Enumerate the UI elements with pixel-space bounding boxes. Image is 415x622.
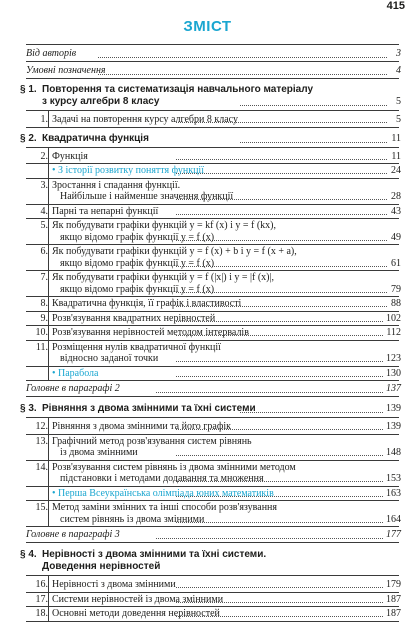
summary-title: Головне в параграфі 3 — [26, 529, 120, 540]
item-title — [52, 368, 375, 380]
item-number: 15. — [35, 502, 48, 513]
divider-top — [26, 44, 399, 45]
item-number: 8. — [40, 298, 48, 309]
toc-item[interactable] — [26, 151, 401, 163]
item-title-line: • Перша Всеукраїнська олімпіада юних математиків — [52, 487, 274, 499]
item-page: 79 — [391, 283, 401, 295]
item-number: 7. — [40, 272, 48, 283]
section-title-line: з курсу алгебри 8 класу — [42, 96, 160, 107]
item-page: 139 — [386, 421, 401, 432]
contents-heading: ЗМІСТ — [183, 18, 232, 35]
item-title — [52, 206, 375, 218]
toc-item[interactable] — [26, 313, 401, 325]
item-title — [52, 342, 375, 365]
toc-feature-item[interactable] — [26, 368, 401, 380]
item-title-line: із двома змінними — [60, 447, 138, 458]
item-title-line: якщо відомо графік функції y = f (x) — [60, 257, 215, 269]
item-page: 5 — [396, 114, 401, 125]
item-page: 179 — [386, 579, 401, 590]
item-title-line: Нерівності з двома змінними — [52, 579, 176, 590]
section-divider — [26, 575, 399, 576]
toc-item[interactable] — [26, 579, 401, 591]
item-title-line: підстановки і методами додавання та множення — [60, 473, 264, 484]
item-title-line: Графічний метод розв'язування систем рівнянь — [52, 435, 252, 447]
item-title-line: Парні та непарні функції — [52, 205, 159, 217]
front-entry-page: 3 — [396, 48, 401, 59]
toc-item[interactable] — [26, 342, 401, 365]
section-title-line: Рівняння з двома змінними та їхні системи — [42, 403, 256, 414]
item-number: 14. — [35, 461, 48, 473]
toc-item[interactable] — [26, 206, 401, 218]
section-title-line: Повторення та систематизація навчального матеріалу — [42, 84, 314, 95]
item-number: 5. — [40, 220, 48, 231]
item-title-line: Основні методи доведення нерівностей — [52, 608, 220, 619]
section-heading[interactable] — [20, 84, 401, 108]
front-entry[interactable] — [26, 48, 401, 60]
item-title-line: Зростання і спадання функції. — [52, 179, 181, 191]
item-number: 12. — [35, 421, 48, 432]
item-title-line: Рівняння з двома змінними та його графік — [52, 421, 231, 432]
toc-item[interactable] — [26, 608, 401, 620]
item-page: 49 — [391, 231, 401, 243]
section-summary[interactable] — [26, 529, 401, 541]
item-title — [52, 502, 375, 525]
item-page: 187 — [386, 608, 401, 619]
toc-item[interactable] — [26, 502, 401, 525]
item-number: 17. — [35, 593, 48, 605]
item-title — [52, 165, 375, 177]
item-divider — [26, 296, 399, 297]
item-title-line: • З історії розвитку поняття функції — [52, 165, 204, 176]
item-divider — [26, 592, 399, 593]
section-divider — [26, 542, 399, 543]
toc-item[interactable] — [26, 246, 401, 269]
section-summary[interactable] — [26, 383, 401, 395]
item-page: 112 — [386, 327, 401, 338]
item-title-line: Розв'язування систем рівнянь із двома змінними методом — [52, 461, 296, 473]
item-divider — [26, 178, 399, 179]
leader-dots — [156, 392, 387, 393]
leader-dots — [240, 142, 387, 143]
section-number: § 3. — [20, 403, 37, 414]
item-number: 6. — [40, 246, 48, 257]
section-page: 139 — [386, 403, 401, 414]
section-vertical-rule — [48, 575, 49, 621]
item-page: 153 — [386, 473, 401, 484]
item-number: 16. — [35, 579, 48, 590]
summary-title: Головне в параграфі 2 — [26, 383, 120, 394]
leader-dots — [156, 538, 387, 539]
item-title — [52, 608, 375, 620]
leader-dots — [98, 74, 387, 75]
item-page: 130 — [386, 367, 401, 379]
divider-line — [26, 61, 399, 62]
item-divider — [26, 325, 399, 326]
item-title-line: Системи нерівностей із двома змінними — [52, 593, 224, 605]
item-title-line: якщо відомо графік функції y = f (x) — [60, 231, 215, 243]
item-title — [52, 421, 375, 433]
toc-item[interactable] — [26, 327, 401, 339]
leader-dots — [240, 105, 387, 106]
item-number: 18. — [35, 608, 48, 619]
toc-feature-item[interactable] — [26, 488, 401, 500]
item-title — [52, 436, 375, 459]
item-divider — [26, 460, 399, 461]
front-entry-title: Умовні позначення — [26, 65, 106, 76]
item-title — [52, 462, 375, 485]
item-title — [52, 246, 375, 269]
item-page: 102 — [386, 312, 401, 324]
item-divider — [26, 163, 399, 164]
section-title-line: Доведення нерівностей — [42, 561, 161, 572]
section-title-line: Квадратична функція — [42, 132, 149, 144]
item-divider — [26, 526, 399, 527]
toc-item[interactable] — [26, 594, 401, 606]
item-title — [52, 313, 375, 325]
toc-item[interactable] — [26, 114, 401, 126]
section-divider — [26, 110, 399, 111]
item-divider — [26, 244, 399, 245]
toc-item[interactable] — [26, 272, 401, 295]
toc-item[interactable] — [26, 462, 401, 485]
item-page: 24 — [391, 165, 401, 176]
item-number: 11. — [35, 341, 48, 353]
section-page: 5 — [396, 96, 401, 107]
toc-item[interactable] — [26, 436, 401, 459]
divider-line — [26, 78, 399, 79]
section-number: § 4. — [20, 549, 37, 560]
item-divider — [26, 366, 399, 367]
item-number: 1. — [40, 114, 48, 125]
section-divider — [26, 396, 399, 397]
section-title-line: Нерівності з двома змінними та їхні системи. — [42, 549, 267, 560]
item-title — [52, 114, 375, 126]
item-number: 3. — [40, 179, 48, 191]
summary-page: 137 — [386, 383, 401, 394]
section-vertical-rule — [48, 147, 49, 381]
toc-item[interactable] — [26, 180, 401, 203]
item-page: 163 — [386, 487, 401, 499]
item-divider — [26, 340, 399, 341]
item-title-line: Як побудувати графіки функцій y = kf (x) і y = f (kx), — [52, 220, 277, 231]
item-title-line: відносно заданої точки — [60, 353, 159, 364]
item-page: 164 — [386, 513, 401, 525]
item-title — [52, 327, 375, 339]
section-heading[interactable] — [20, 403, 401, 415]
leader-dots — [240, 412, 387, 413]
item-page: 11 — [391, 150, 401, 162]
item-page: 187 — [386, 593, 401, 605]
item-divider — [26, 380, 399, 381]
item-title-line: Метод заміни змінних та інші способи розв'язування — [52, 502, 278, 513]
item-title-line: якщо відомо графік функції y = f (x) — [60, 283, 215, 295]
item-divider — [26, 500, 399, 501]
item-title — [52, 272, 375, 295]
summary-page: 177 — [386, 529, 401, 540]
toc-item[interactable] — [26, 421, 401, 433]
item-page: 61 — [391, 257, 401, 269]
item-title-line: • Парабола — [52, 367, 99, 379]
item-title-line: Розв'язування нерівностей методом інтервалів — [52, 327, 249, 338]
item-page: 88 — [391, 298, 401, 309]
section-number: § 1. — [20, 84, 37, 95]
item-page: 123 — [386, 353, 401, 364]
front-entry-title: Від авторів — [26, 48, 77, 59]
item-title — [52, 298, 375, 310]
item-title-line: Квадратична функція, її графік і властивості — [52, 298, 242, 309]
item-title-line: Як побудувати графіки функцій y = f (|x|) і y = |f (x)|, — [52, 272, 275, 283]
item-divider — [26, 621, 399, 622]
item-title — [52, 488, 375, 500]
item-number: 2. — [40, 150, 48, 162]
toc-feature-item[interactable] — [26, 165, 401, 177]
item-number: 9. — [40, 312, 48, 324]
item-title-line: Як побудувати графіки функцій y = f (x) + b і y = f (x + a), — [52, 246, 297, 257]
front-entry-page: 4 — [396, 65, 401, 76]
page-number: 415 — [386, 0, 405, 12]
leader-dots — [98, 57, 387, 58]
item-title — [52, 151, 375, 163]
item-page: 148 — [386, 447, 401, 458]
item-title — [52, 180, 375, 203]
item-divider — [26, 311, 399, 312]
item-divider — [26, 270, 399, 271]
toc-item[interactable] — [26, 220, 401, 243]
item-divider — [26, 204, 399, 205]
item-title — [52, 220, 375, 243]
item-title-line: систем рівнянь із двома змінними — [60, 513, 205, 525]
item-page: 43 — [391, 205, 401, 217]
item-divider — [26, 606, 399, 607]
item-title — [52, 594, 375, 606]
item-divider — [26, 434, 399, 435]
item-number: 13. — [35, 435, 48, 447]
item-title-line: Задачі на повторення курсу алгебри 8 класу — [52, 114, 238, 125]
item-title-line: Найбільше і найменше значення функції — [60, 191, 234, 202]
section-heading[interactable] — [20, 549, 401, 573]
front-entry[interactable] — [26, 65, 401, 77]
section-number: § 2. — [20, 132, 37, 144]
item-divider — [26, 127, 399, 128]
item-title-line: Розміщення нулів квадратичної функції — [52, 341, 221, 353]
item-title-line: Функція — [52, 150, 88, 162]
item-number: 10. — [35, 327, 48, 338]
section-vertical-rule — [48, 110, 49, 127]
item-number: 4. — [40, 205, 48, 217]
item-title-line: Розв'язування квадратних нерівностей — [52, 312, 216, 324]
section-page: 11 — [391, 132, 401, 144]
item-divider — [26, 486, 399, 487]
toc-item[interactable] — [26, 298, 401, 310]
section-vertical-rule — [48, 417, 49, 526]
item-title — [52, 579, 375, 591]
item-page: 28 — [391, 191, 401, 202]
section-divider — [26, 417, 399, 418]
section-divider — [26, 147, 399, 148]
item-divider — [26, 218, 399, 219]
section-heading[interactable] — [20, 133, 401, 145]
